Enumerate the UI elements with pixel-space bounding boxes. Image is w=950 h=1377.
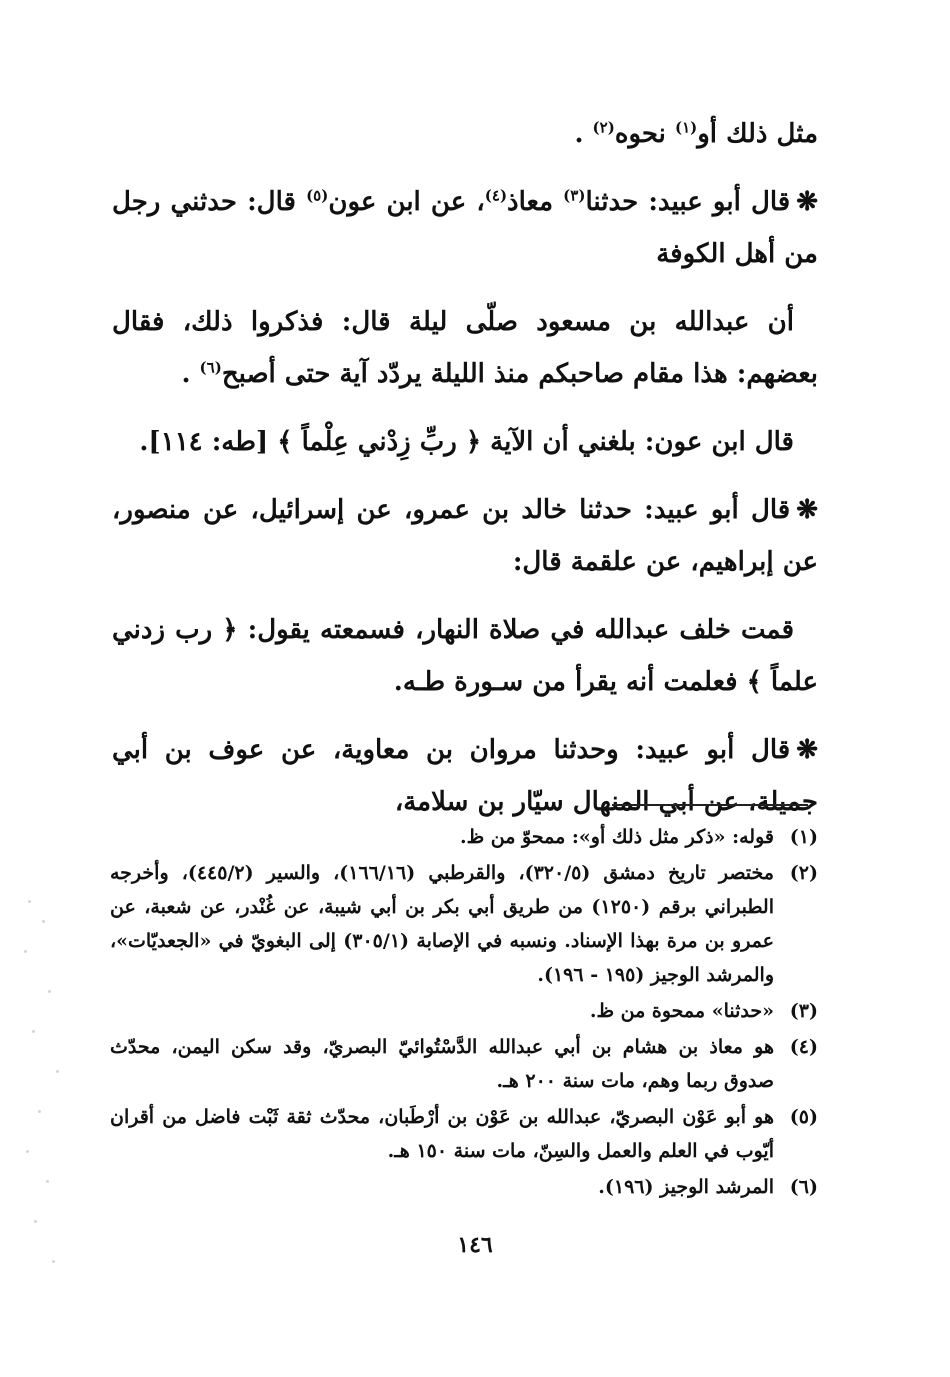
footnote-ref[interactable]: (٥) [306, 186, 329, 205]
scan-speck [38, 1110, 41, 1113]
scan-speck [26, 1150, 29, 1153]
scan-speck [56, 1070, 59, 1073]
scan-speck [24, 950, 27, 953]
scan-speck [28, 900, 31, 903]
footnote-number: (٦) [789, 1176, 818, 1198]
footnote-number: (٣) [789, 1000, 818, 1022]
text-segment: ، عن ابن عون [328, 187, 485, 217]
scan-speck [34, 1220, 37, 1223]
star-marker: ❋ [796, 735, 818, 765]
footnote-text: هو أبو عَوْن البصريّ، عبدالله بن عَوْن بن أرْطَبان، محدّث ثقة ثَبْت فاضل من أقران أيّوب في العلم والعمل والسِنّ، مات سنة ١٥٠ هـ. [110, 1106, 774, 1162]
text-segment: مثل ذلك أو [697, 119, 818, 149]
footnote-ref[interactable]: (٤) [484, 186, 508, 205]
text-segment: أن عبدالله بن مسعود صلّى ليلة قال: فذكروا ذلك، فقال بعضهم: هذا مقام صاحبكم منذ الليلة يردّد آية حتى أصبح [112, 307, 818, 389]
footnote-number: (٢) [789, 862, 818, 884]
footnote [110, 994, 818, 1028]
scan-margin-specks [18, 880, 78, 1300]
paragraph [112, 296, 818, 400]
paragraph [112, 484, 818, 588]
text-segment: قال أبو عبيد: حدثنا [585, 187, 791, 217]
paragraph [112, 724, 818, 828]
scan-speck [46, 1180, 49, 1183]
text-segment: قال ابن عون: بلغني أن الآية ﴿ ربِّ زِدْني عِلْماً ﴾ [طه: ١١٤]. [139, 427, 794, 457]
footnote-text: المرشد الوجيز (١٩٦). [598, 1176, 774, 1198]
text-segment: قال أبو عبيد: حدثنا خالد بن عمرو، عن إسرائيل، عن منصور، عن إبراهيم، عن علقمة قال: [112, 495, 818, 577]
star-marker: ❋ [796, 495, 818, 525]
footnote-ref[interactable]: (٢) [592, 118, 615, 137]
paragraph [112, 416, 818, 468]
text-segment: . [181, 359, 200, 389]
footnote [110, 1100, 818, 1168]
footnote-ref[interactable]: (٣) [563, 186, 586, 205]
scan-speck [48, 990, 51, 993]
footnote-text: «حدثنا» ممحوة من ظ. [589, 1000, 774, 1022]
text-segment: قمت خلف عبدالله في صلاة النهار، فسمعته يقول: ﴿ رب زدني علماً ﴾ فعلمت أنه يقرأ من سـورة طـه. [112, 615, 818, 697]
footnote-number: (٤) [789, 1036, 818, 1058]
scan-speck [32, 1030, 35, 1033]
main-text [112, 108, 818, 844]
footnote [110, 1030, 818, 1098]
scan-speck [52, 1260, 55, 1263]
scan-speck [42, 920, 45, 923]
footnote-number: (٥) [789, 1106, 818, 1128]
text-segment: نحوه [614, 119, 675, 149]
text-segment: قال: حدثني رجل من أهل الكوفة [112, 187, 818, 269]
footnote-text: قوله: «ذكر مثل ذلك أو»: ممحوّ من ظ. [459, 826, 774, 848]
text-segment: قال أبو عبيد: وحدثنا مروان بن معاوية، عن عوف بن أبي جميلة، عن أبي المنهال سيّار بن سلامة، [112, 735, 818, 817]
footnote [110, 1170, 818, 1204]
footnote-divider [612, 804, 808, 806]
footnote-text: هو معاذ بن هشام بن أبي عبدالله الدَّسْتُوائيّ البصريّ، وقد سكن اليمن، محدّث صدوق ربما وهم، مات سنة ٢٠٠ هـ. [110, 1036, 774, 1092]
paragraph [112, 604, 818, 708]
footnote-number: (١) [789, 826, 818, 848]
footnote [110, 820, 818, 854]
paragraph [112, 176, 818, 280]
footnote [110, 856, 818, 992]
paragraph [112, 108, 818, 160]
page-number: ١٤٦ [457, 1232, 493, 1258]
footnote-ref[interactable]: (٦) [199, 358, 222, 377]
text-segment: معاذ [507, 187, 564, 217]
footnotes-section [110, 820, 818, 1206]
star-marker: ❋ [796, 187, 818, 217]
footnote-ref[interactable]: (١) [674, 118, 698, 137]
text-segment: . [574, 119, 593, 149]
footnote-text: مختصر تاريخ دمشق (٣٢٠/٥)، والقرطبي (١٦٦/١٦)، والسير (٤٤٥/٢)، وأخرجه الطبراني برقم (١٢٥٠) من طريق أبي بكر بن أبي شيبة، عن غُنْدر، عن شعبة، عن عمرو بن مرة بهذا الإسناد. ونسبه في الإصابة (٣٠٥/١) إلى البغويّ في «الجعديّات»، والمرشد الوجيز (١٩٥ - ١٩٦). [110, 862, 775, 986]
